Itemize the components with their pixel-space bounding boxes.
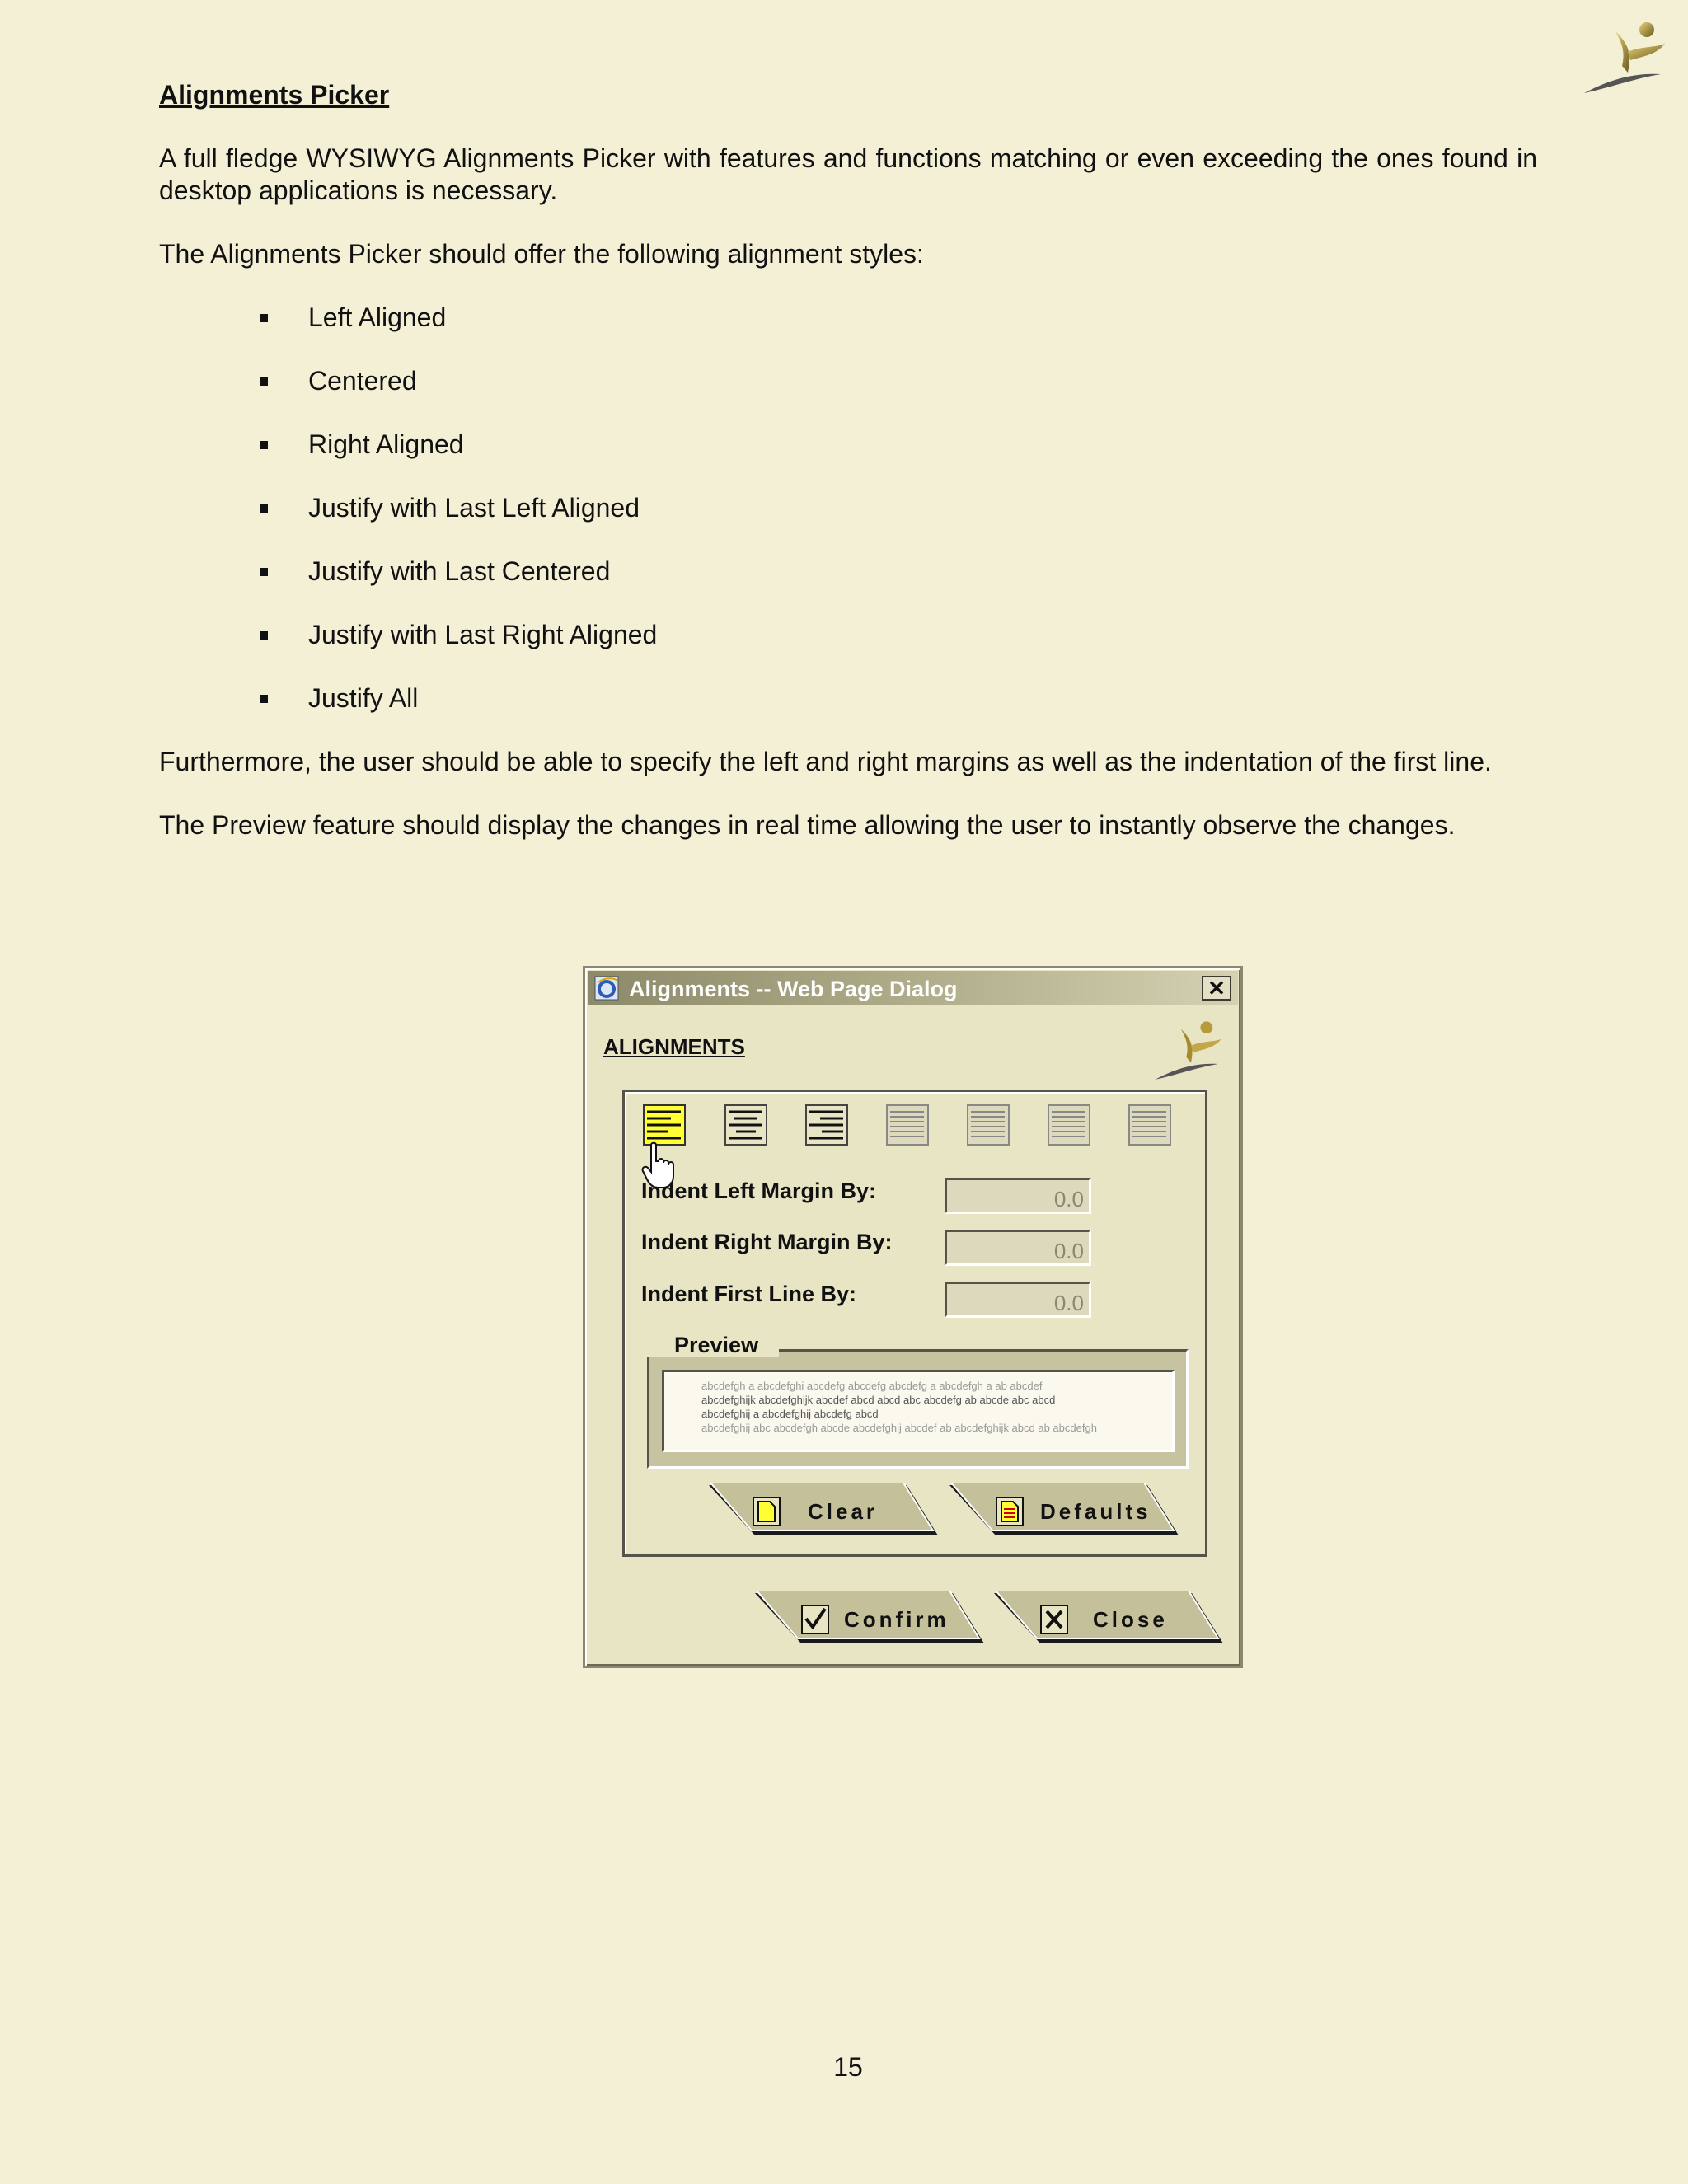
dialog-title: Alignments -- Web Page Dialog	[629, 977, 958, 1001]
align-center-button[interactable]	[724, 1104, 767, 1146]
bullet-icon	[260, 314, 268, 322]
preview-text-line: abcdefgh a abcdefghi abcdefg abcdefg abcdefg a abcdefgh a ab abcdef	[701, 1380, 1043, 1392]
justify-last-right-button[interactable]	[1048, 1104, 1090, 1146]
align-right-button[interactable]	[805, 1104, 848, 1146]
bullet-icon	[260, 695, 268, 703]
justify-icon	[1128, 1104, 1171, 1146]
alignments-dialog	[583, 966, 1243, 1668]
confirm-button[interactable]	[755, 1591, 986, 1648]
close-x-icon	[1039, 1604, 1069, 1635]
defaults-button[interactable]	[950, 1483, 1180, 1540]
bullet-icon	[260, 568, 268, 576]
preview-text-line: abcdefghij a abcdefghij abcdefg abcd	[701, 1408, 879, 1420]
indent-first-line-label: Indent First Line By:	[641, 1282, 857, 1306]
list-item	[159, 619, 1537, 651]
align-right-icon	[805, 1104, 848, 1146]
list-item	[159, 365, 1537, 397]
clear-button[interactable]	[709, 1483, 940, 1540]
list-item-text: Left Aligned	[308, 302, 447, 332]
alignment-styles-list	[159, 302, 1537, 715]
list-item	[159, 302, 1537, 334]
close-button-label: Close	[1093, 1607, 1168, 1632]
company-logo-icon	[1154, 1014, 1228, 1088]
list-item	[159, 682, 1537, 715]
justify-last-centered-button[interactable]	[967, 1104, 1010, 1146]
justify-icon	[1048, 1104, 1090, 1146]
clear-document-icon	[752, 1496, 781, 1527]
justify-icon	[886, 1104, 929, 1146]
ie-icon	[594, 976, 619, 1001]
document-body	[159, 79, 1537, 873]
bullet-icon	[260, 377, 268, 386]
styles-intro-paragraph: The Alignments Picker should offer the following alignment styles:	[159, 239, 924, 269]
indent-right-input[interactable]: 0.0	[945, 1230, 1091, 1266]
dialog-heading: ALIGNMENTS	[603, 1034, 745, 1059]
justify-all-button[interactable]	[1128, 1104, 1171, 1146]
checkmark-icon	[800, 1604, 830, 1635]
intro-paragraph: A full fledge WYSIWYG Alignments Picker with features and functions matching or even exceeding the ones found in desktop applications is necessary.	[159, 143, 1537, 205]
clear-button-label: Clear	[808, 1499, 879, 1524]
dialog-titlebar[interactable]	[588, 971, 1238, 1005]
justify-icon	[967, 1104, 1010, 1146]
list-item-text: Justify with Last Right Aligned	[308, 620, 658, 649]
close-button[interactable]	[994, 1591, 1225, 1648]
list-item-text: Right Aligned	[308, 429, 464, 459]
list-item	[159, 429, 1537, 461]
preview-text-line: abcdefghijk abcdefghijk abcdef abcd abcd abc abcdefg ab abcde abc abcd	[701, 1394, 1056, 1406]
indent-first-line-input[interactable]: 0.0	[945, 1282, 1091, 1318]
defaults-button-label: Defaults	[1040, 1499, 1151, 1524]
bullet-icon	[260, 441, 268, 449]
alignment-settings-panel	[622, 1090, 1207, 1557]
defaults-document-icon	[995, 1496, 1025, 1527]
list-item	[159, 492, 1537, 524]
preview-text-line: abcdefghij abc abcdefgh abcde abcdefghij abcdef ab abcdefghijk abcd ab abcdefgh	[701, 1422, 1097, 1434]
list-item	[159, 555, 1537, 588]
list-item-text: Centered	[308, 366, 417, 396]
list-item-text: Justify with Last Left Aligned	[308, 493, 640, 523]
indent-left-label: Indent Left Margin By:	[641, 1179, 876, 1203]
list-item-text: Justify with Last Centered	[308, 556, 611, 586]
align-center-icon	[724, 1104, 767, 1146]
indent-right-label: Indent Right Margin By:	[641, 1230, 893, 1254]
align-left-button[interactable]	[643, 1104, 686, 1146]
preview-area	[662, 1370, 1175, 1452]
margins-paragraph: Furthermore, the user should be able to specify the left and right margins as well as the indentation of the first line.	[159, 747, 1492, 776]
list-item-text: Justify All	[308, 683, 419, 713]
justify-last-left-button[interactable]	[886, 1104, 929, 1146]
section-heading: Alignments Picker	[159, 80, 390, 110]
align-left-icon	[643, 1104, 686, 1146]
dialog-close-icon[interactable]: ✕	[1202, 976, 1231, 1001]
confirm-button-label: Confirm	[844, 1607, 950, 1632]
indent-left-input[interactable]: 0.0	[945, 1178, 1091, 1214]
bullet-icon	[260, 504, 268, 513]
preview-paragraph: The Preview feature should display the changes in real time allowing the user to instantly observe the changes.	[159, 810, 1456, 840]
company-logo-icon	[1582, 15, 1673, 101]
preview-label: Preview	[674, 1333, 759, 1357]
page-number: 15	[833, 2052, 863, 2082]
preview-frame	[647, 1349, 1189, 1469]
bullet-icon	[260, 631, 268, 640]
